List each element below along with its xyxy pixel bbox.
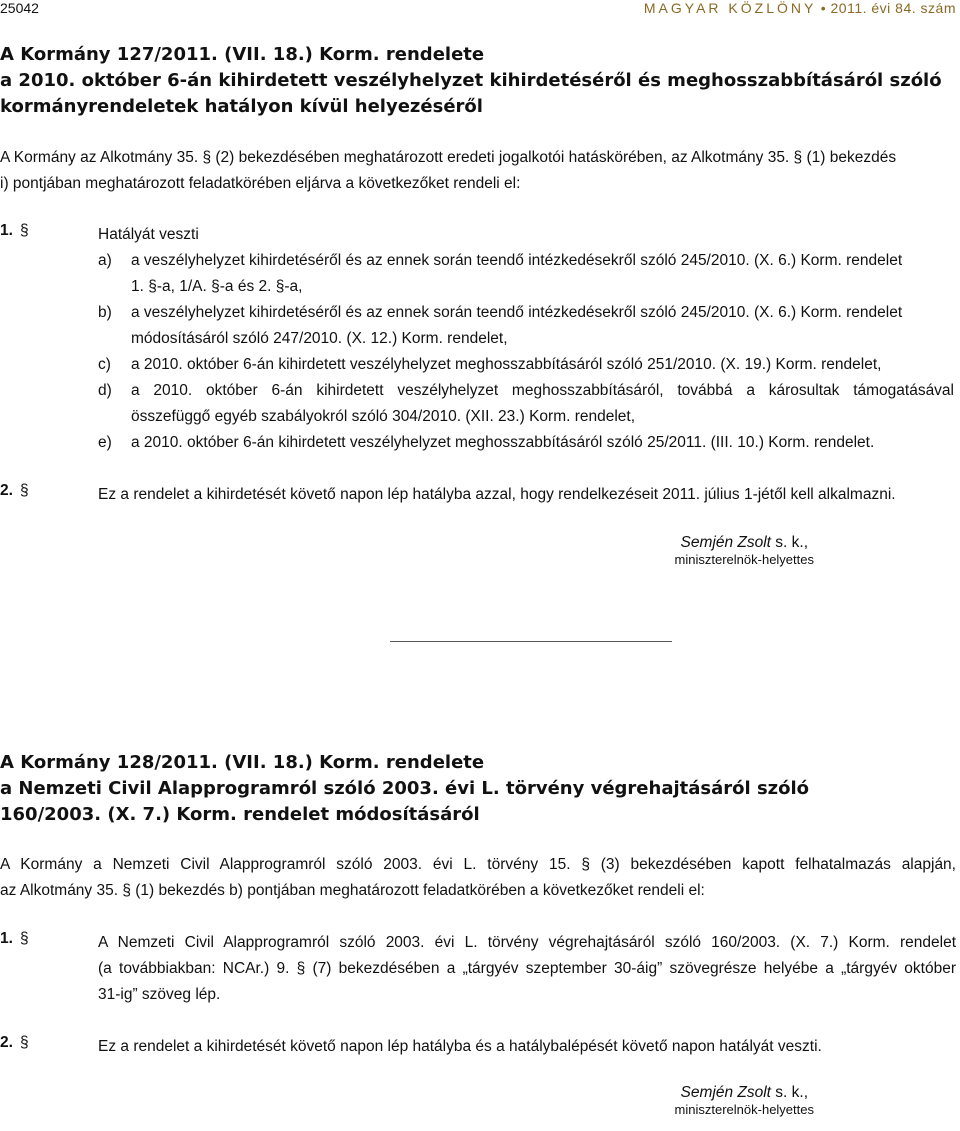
signatory-role: miniszterelnök-helyettes <box>674 552 814 567</box>
header-bullet: • <box>820 0 827 16</box>
item-letter: d) <box>98 382 112 399</box>
section-body: Ez a rendelet a kihirdetését követő napon lép hatályba és a hatálybalépését követő napon hatályát veszti. <box>98 1038 822 1055</box>
decree2-title-line: 160/2003. (X. 7.) Korm. rendelet módosításáról <box>0 804 480 825</box>
issue-label: 2011. évi 84. szám <box>830 0 956 16</box>
journal-name: MAGYAR KÖZLÖNY <box>643 0 817 16</box>
section-body <box>98 222 956 456</box>
list-item <box>98 352 956 378</box>
item-line: 1. §-a, 1/A. §-a és 2. §-a, <box>131 278 303 295</box>
decree-separator <box>390 641 672 642</box>
section-line: A Nemzeti Civil Alapprogramról szóló 2003. évi L. törvény végrehajtásáról szóló 160/2003. (X. 7.) Korm. rendelet <box>98 934 956 951</box>
item-letter: b) <box>98 304 112 321</box>
decree1-preamble-line: A Kormány az Alkotmány 35. § (2) bekezdésében meghatározott eredeti jogalkotói hatáskörében, az Alkotmány 35. § (1) bekezdés <box>0 149 897 166</box>
decree1-title-line: A Kormány 127/2011. (VII. 18.) Korm. rendelete <box>0 44 485 65</box>
item-line: a 2010. október 6-án kihirdetett veszélyhelyzet meghosszabbításáról, továbbá a károsultak támogatásával <box>131 382 954 399</box>
section-heading: Hatályát veszti <box>98 226 199 243</box>
item-line: a 2010. október 6-án kihirdetett veszélyhelyzet meghosszabbításáról szóló 251/2010. (X. 19.) Korm. rendelet, <box>131 356 882 373</box>
decree2-preamble-line: A Kormány a Nemzeti Civil Alapprogramról szóló 2003. évi L. törvény 15. § (3) bekezdésében kapott felhatalmazás alapján, <box>0 856 956 873</box>
item-line: a veszélyhelyzet kihirdetéséről és az ennek során teendő intézkedésekről szóló 245/2010. (X. 6.) Korm. rendelet <box>131 252 903 269</box>
item-letter: c) <box>98 356 111 373</box>
signatory-name: Semjén Zsolt <box>680 534 771 551</box>
decree2-title <box>0 750 956 828</box>
item-line: összefüggő egyéb szabályokról szóló 304/2010. (XII. 23.) Korm. rendelet, <box>131 408 636 425</box>
signatory-suffix: s. k., <box>770 1084 809 1101</box>
decree2-signature <box>675 1084 814 1117</box>
section-line: (a továbbiakban: NCAr.) 9. § (7) bekezdésében a „tárgyév szeptember 30-áig” szövegrésze helyébe a „tárgyév október <box>98 960 956 977</box>
decree1-title <box>0 42 956 120</box>
list-item <box>98 378 956 430</box>
decree2-preamble <box>0 852 956 904</box>
section-body <box>98 930 956 1008</box>
decree2-preamble-line: az Alkotmány 35. § (1) bekezdés b) pontjában meghatározott feladatkörében a következőket rendeli el: <box>0 882 705 899</box>
list-item <box>98 248 956 300</box>
list-item <box>98 430 956 456</box>
section-number: 2. <box>0 482 13 499</box>
section-number: 1. <box>0 930 13 947</box>
decree1-title-line: a 2010. október 6-án kihirdetett veszélyhelyzet kihirdetéséről és meghosszabbításáról szóló <box>0 70 942 91</box>
section-body: Ez a rendelet a kihirdetését követő napon lép hatályba azzal, hogy rendelkezéseit 2011. július 1-jétől kell alkalmazni. <box>98 486 896 503</box>
section-symbol: § <box>20 930 29 947</box>
decree1-signature <box>675 534 814 567</box>
list-item <box>98 300 956 352</box>
signatory-name: Semjén Zsolt <box>680 1084 771 1101</box>
decree1-preamble-line: i) pontjában meghatározott feladatkörében eljárva a következőket rendeli el: <box>0 175 521 192</box>
item-letter: e) <box>98 434 112 451</box>
item-line: a 2010. október 6-án kihirdetett veszélyhelyzet meghosszabbításáról szóló 25/2011. (III. 10.) Korm. rendelet. <box>131 434 875 451</box>
decree2-title-line: a Nemzeti Civil Alapprogramról szóló 2003. évi L. törvény végrehajtásáról szóló <box>0 778 810 799</box>
section-symbol: § <box>20 1034 29 1051</box>
item-letter: a) <box>98 252 112 269</box>
item-line: a veszélyhelyzet kihirdetéséről és az ennek során teendő intézkedésekről szóló 245/2010. (X. 6.) Korm. rendelet <box>131 304 903 321</box>
item-line: módosításáról szóló 247/2010. (X. 12.) Korm. rendelet, <box>131 330 508 347</box>
section-symbol: § <box>20 222 29 239</box>
section-number: 2. <box>0 1034 13 1051</box>
page-number: 25042 <box>0 0 39 16</box>
section-number: 1. <box>0 222 13 239</box>
running-header <box>644 0 956 16</box>
decree1-preamble <box>0 145 956 197</box>
signatory-role: miniszterelnök-helyettes <box>674 1102 814 1117</box>
section-symbol: § <box>20 482 29 499</box>
section-line: 31-ig” szöveg lép. <box>98 986 221 1003</box>
decree2-title-line: A Kormány 128/2011. (VII. 18.) Korm. rendelete <box>0 752 485 773</box>
signatory-suffix: s. k., <box>770 534 809 551</box>
decree1-title-line: kormányrendeletek hatályon kívül helyezéséről <box>0 96 483 117</box>
